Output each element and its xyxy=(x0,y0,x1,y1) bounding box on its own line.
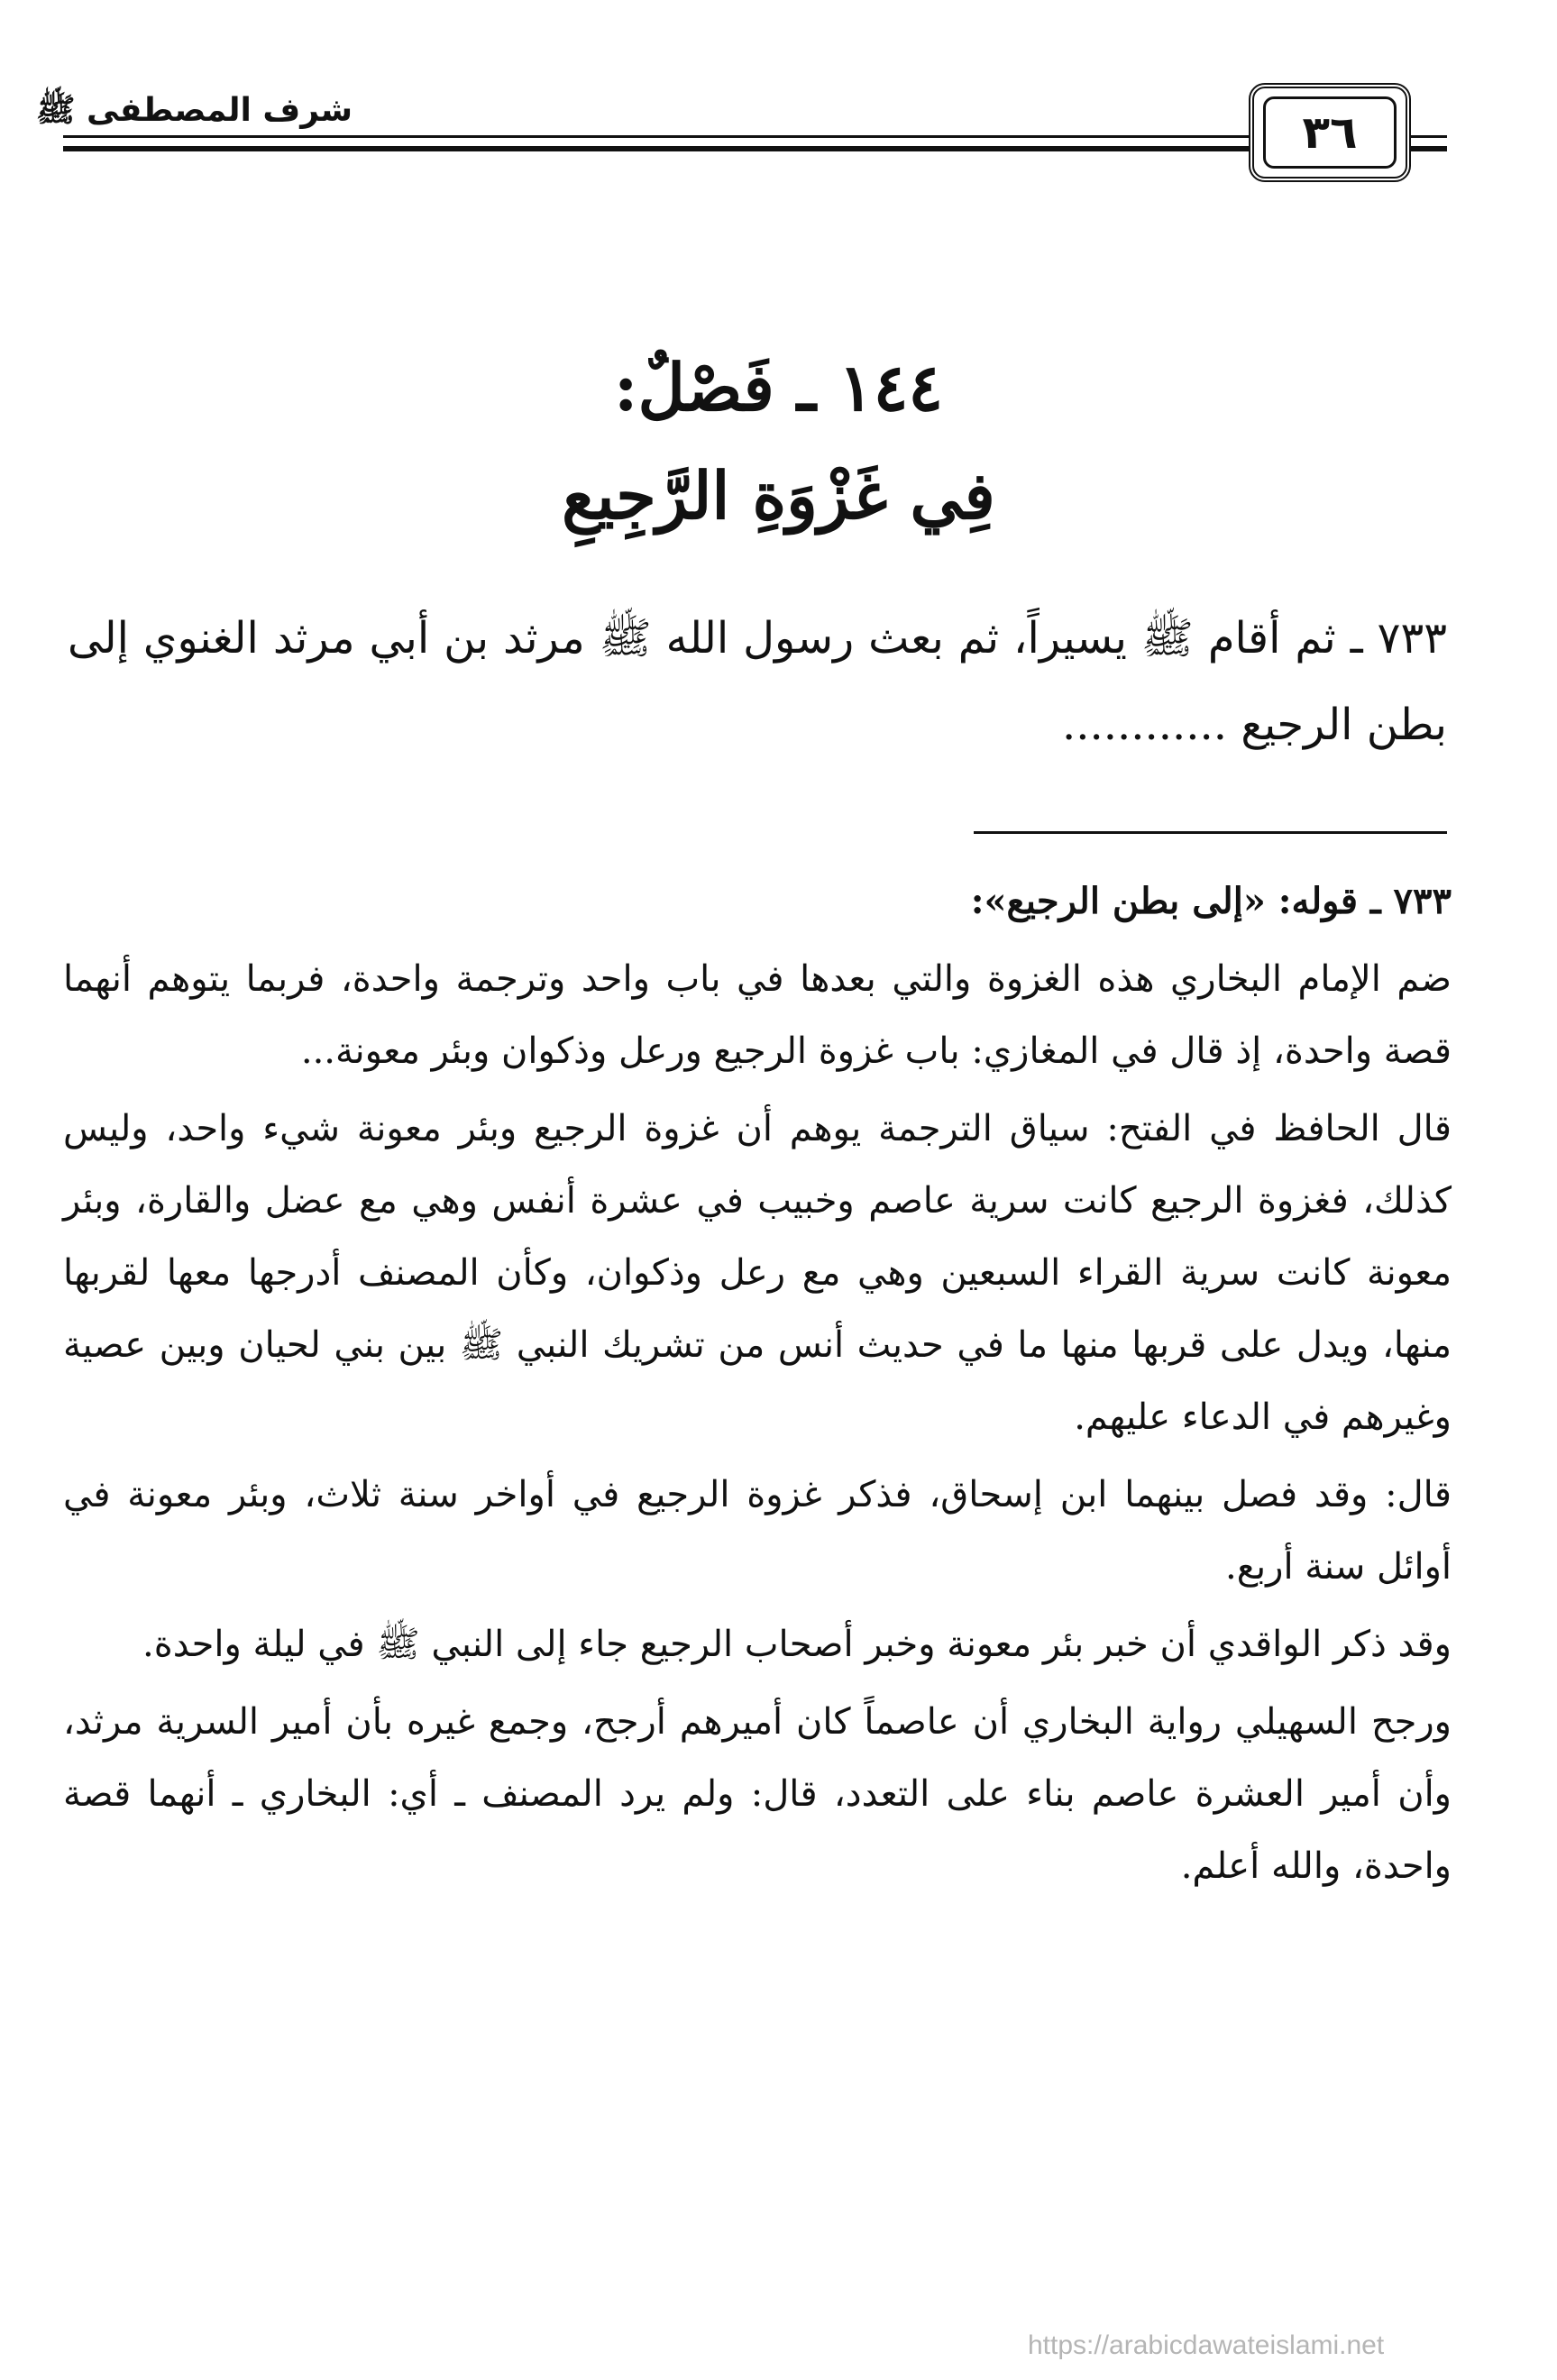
main-text-body: ٧٣٣ ـ ثم أقام ﷺ يسيراً، ثم بعث رسول الله ﷺ مرثد بن أبي مرثد الغنوي إلى بطن الرجيع xyxy=(68,613,1447,750)
chapter-number: ١٤٤ ـ فَصْلٌ: xyxy=(613,349,944,426)
main-text xyxy=(68,595,1447,768)
footnote-separator xyxy=(974,831,1447,834)
source-watermark: https://arabicdawateislami.net xyxy=(1028,2330,1385,2360)
commentary-paragraph: وقد ذكر الواقدي أن خبر بئر معونة وخبر أصحاب الرجيع جاء إلى النبي ﷺ في ليلة واحدة. xyxy=(142,1624,1452,1665)
commentary xyxy=(63,865,1452,1902)
chapter-heading xyxy=(0,334,1557,550)
commentary-paragraph: قال: وقد فصل بينهما ابن إسحاق، فذكر غزوة الرجيع في أواخر سنة ثلاث، وبئر معونة في أوائل سنة أربع. xyxy=(63,1474,1452,1588)
chapter-title: فِي غَزْوَةِ الرَّجِيعِ xyxy=(562,457,995,534)
header-rule-thin xyxy=(63,135,1447,138)
page-number: ٣٦ xyxy=(1263,96,1397,169)
commentary-lead: ٧٣٣ ـ قوله: «إلى بطن الرجيع»: xyxy=(970,880,1452,922)
commentary-paragraph: قال الحافظ في الفتح: سياق الترجمة يوهم أن غزوة الرجيع وبئر معونة شيء واحد، وليس كذلك، فغزوة الرجيع كانت سرية عاصم وخبيب في عشرة أنفس وهي مع عضل والقارة، وبئر معونة كانت سرية القراء السبعين وهي مع رعل وذكوان، وكأن المصنف أدرجها معها لقربها منها، ويدل على قربها منها ما في حديث أنس من تشريك النبي ﷺ بين بني لحيان وبين عصية وغيرهم في الدعاء عليهم. xyxy=(63,1108,1452,1438)
commentary-paragraph: ورجح السهيلي رواية البخاري أن عاصماً كان أميرهم أرجح، وجمع غيره بأن أمير السرية مرثد، وأن أمير العشرة عاصم بناء على التعدد، قال: ولم يرد المصنف ـ أي: البخاري ـ أنهما قصة واحدة، والله أعلم. xyxy=(63,1701,1452,1887)
main-text-dots: ............ xyxy=(1061,700,1228,750)
header-rule-thick xyxy=(63,146,1447,151)
page-number-frame xyxy=(1249,83,1411,182)
running-head-title: شرف المصطفى ﷺ xyxy=(36,92,353,129)
commentary-paragraph: ضم الإمام البخاري هذه الغزوة والتي بعدها في باب واحد وترجمة واحدة، فربما يتوهم أنهما قصة واحدة، إذ قال في المغازي: باب غزوة الرجيع ورعل وذكوان وبئر معونة... xyxy=(63,958,1452,1072)
